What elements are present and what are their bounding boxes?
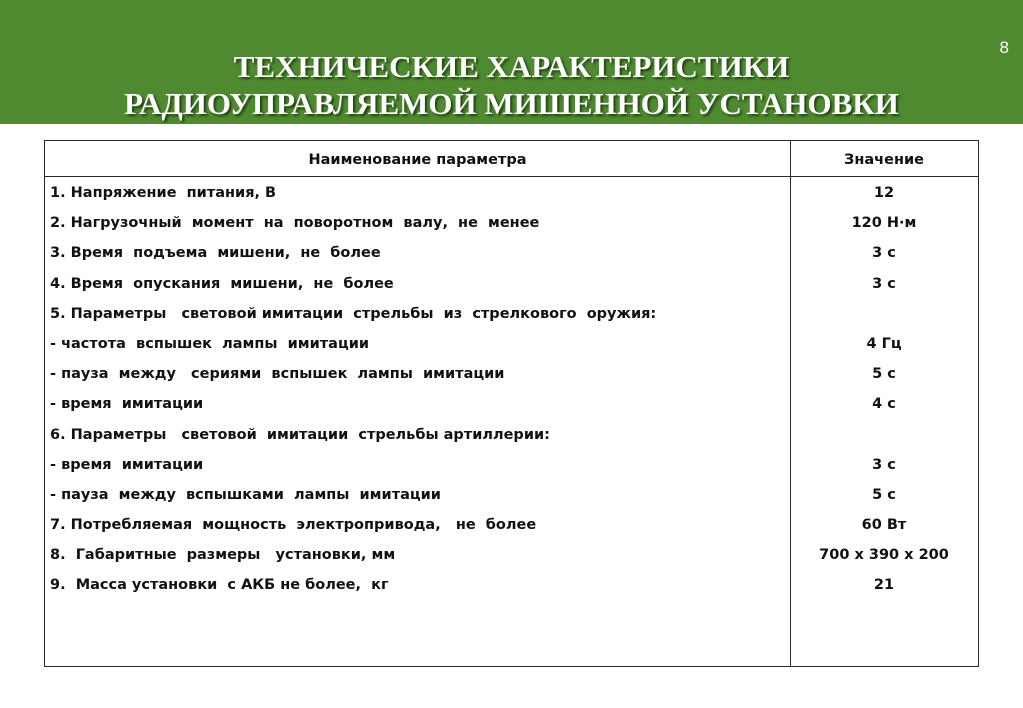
row-value: 21 xyxy=(873,577,895,594)
table-row xyxy=(45,359,978,389)
table-row xyxy=(45,178,978,208)
table-row xyxy=(45,269,978,299)
row-value: 3 с xyxy=(872,275,896,292)
row-label: - пауза между вспышками лампы имитации xyxy=(50,486,441,503)
row-label: 4. Время опускания мишени, не более xyxy=(50,275,394,292)
row-label: - время имитации xyxy=(50,456,204,473)
row-value: 60 Вт xyxy=(861,517,907,534)
table-row xyxy=(45,208,978,238)
table-row xyxy=(45,238,978,268)
row-value: 4 Гц xyxy=(866,335,902,352)
table-header xyxy=(45,141,978,177)
row-label: - пауза между сериями вспышек лампы имитации xyxy=(50,366,505,383)
row-label: - частота вспышек лампы имитации xyxy=(50,335,370,352)
table-body xyxy=(45,178,978,601)
row-value: 5 с xyxy=(872,366,896,383)
row-label: 8. Габаритные размеры установки, мм xyxy=(50,547,396,564)
slide-title xyxy=(0,48,1023,122)
table-row xyxy=(45,540,978,570)
table-row xyxy=(45,450,978,480)
table-row xyxy=(45,389,978,419)
row-value xyxy=(790,299,978,329)
table-row xyxy=(45,329,978,359)
row-value: 4 с xyxy=(872,396,896,413)
row-label: 7. Потребляемая мощность электропривода, не более xyxy=(50,517,537,534)
row-label: 6. Параметры световой имитации стрельбы артиллерии: xyxy=(50,426,550,443)
row-label: 9. Масса установки с АКБ не более, кг xyxy=(50,577,389,594)
row-label: 3. Время подъема мишени, не более xyxy=(50,245,381,262)
row-value: 12 xyxy=(873,185,895,201)
row-label: - время имитации xyxy=(50,396,204,413)
title-line-1: ТЕХНИЧЕСКИЕ ХАРАКТЕРИСТИКИ xyxy=(233,49,790,84)
table-row xyxy=(45,480,978,510)
spec-table xyxy=(44,140,979,667)
table-row xyxy=(45,299,978,329)
table-row xyxy=(45,420,978,450)
title-line-2: РАДИОУПРАВЛЯЕМОЙ МИШЕННОЙ УСТАНОВКИ xyxy=(124,86,899,121)
header-param: Наименование параметра xyxy=(308,152,527,168)
page-number: 8 xyxy=(999,38,1009,57)
header-value: Значение xyxy=(844,152,924,168)
row-value: 3 с xyxy=(872,456,896,473)
row-label: 5. Параметры световой имитации стрельбы из стрелкового оружия: xyxy=(50,305,657,322)
table-row xyxy=(45,570,978,600)
row-value: 120 Н·м xyxy=(851,215,917,232)
row-value: 3 с xyxy=(872,245,896,262)
row-value xyxy=(790,420,978,450)
row-label: 1. Напряжение питания, В xyxy=(50,185,277,201)
row-value: 700 х 390 х 200 xyxy=(819,547,949,564)
row-label: 2. Нагрузочный момент на поворотном валу, не менее xyxy=(50,215,540,232)
row-value: 5 с xyxy=(872,486,896,503)
table-row xyxy=(45,510,978,540)
